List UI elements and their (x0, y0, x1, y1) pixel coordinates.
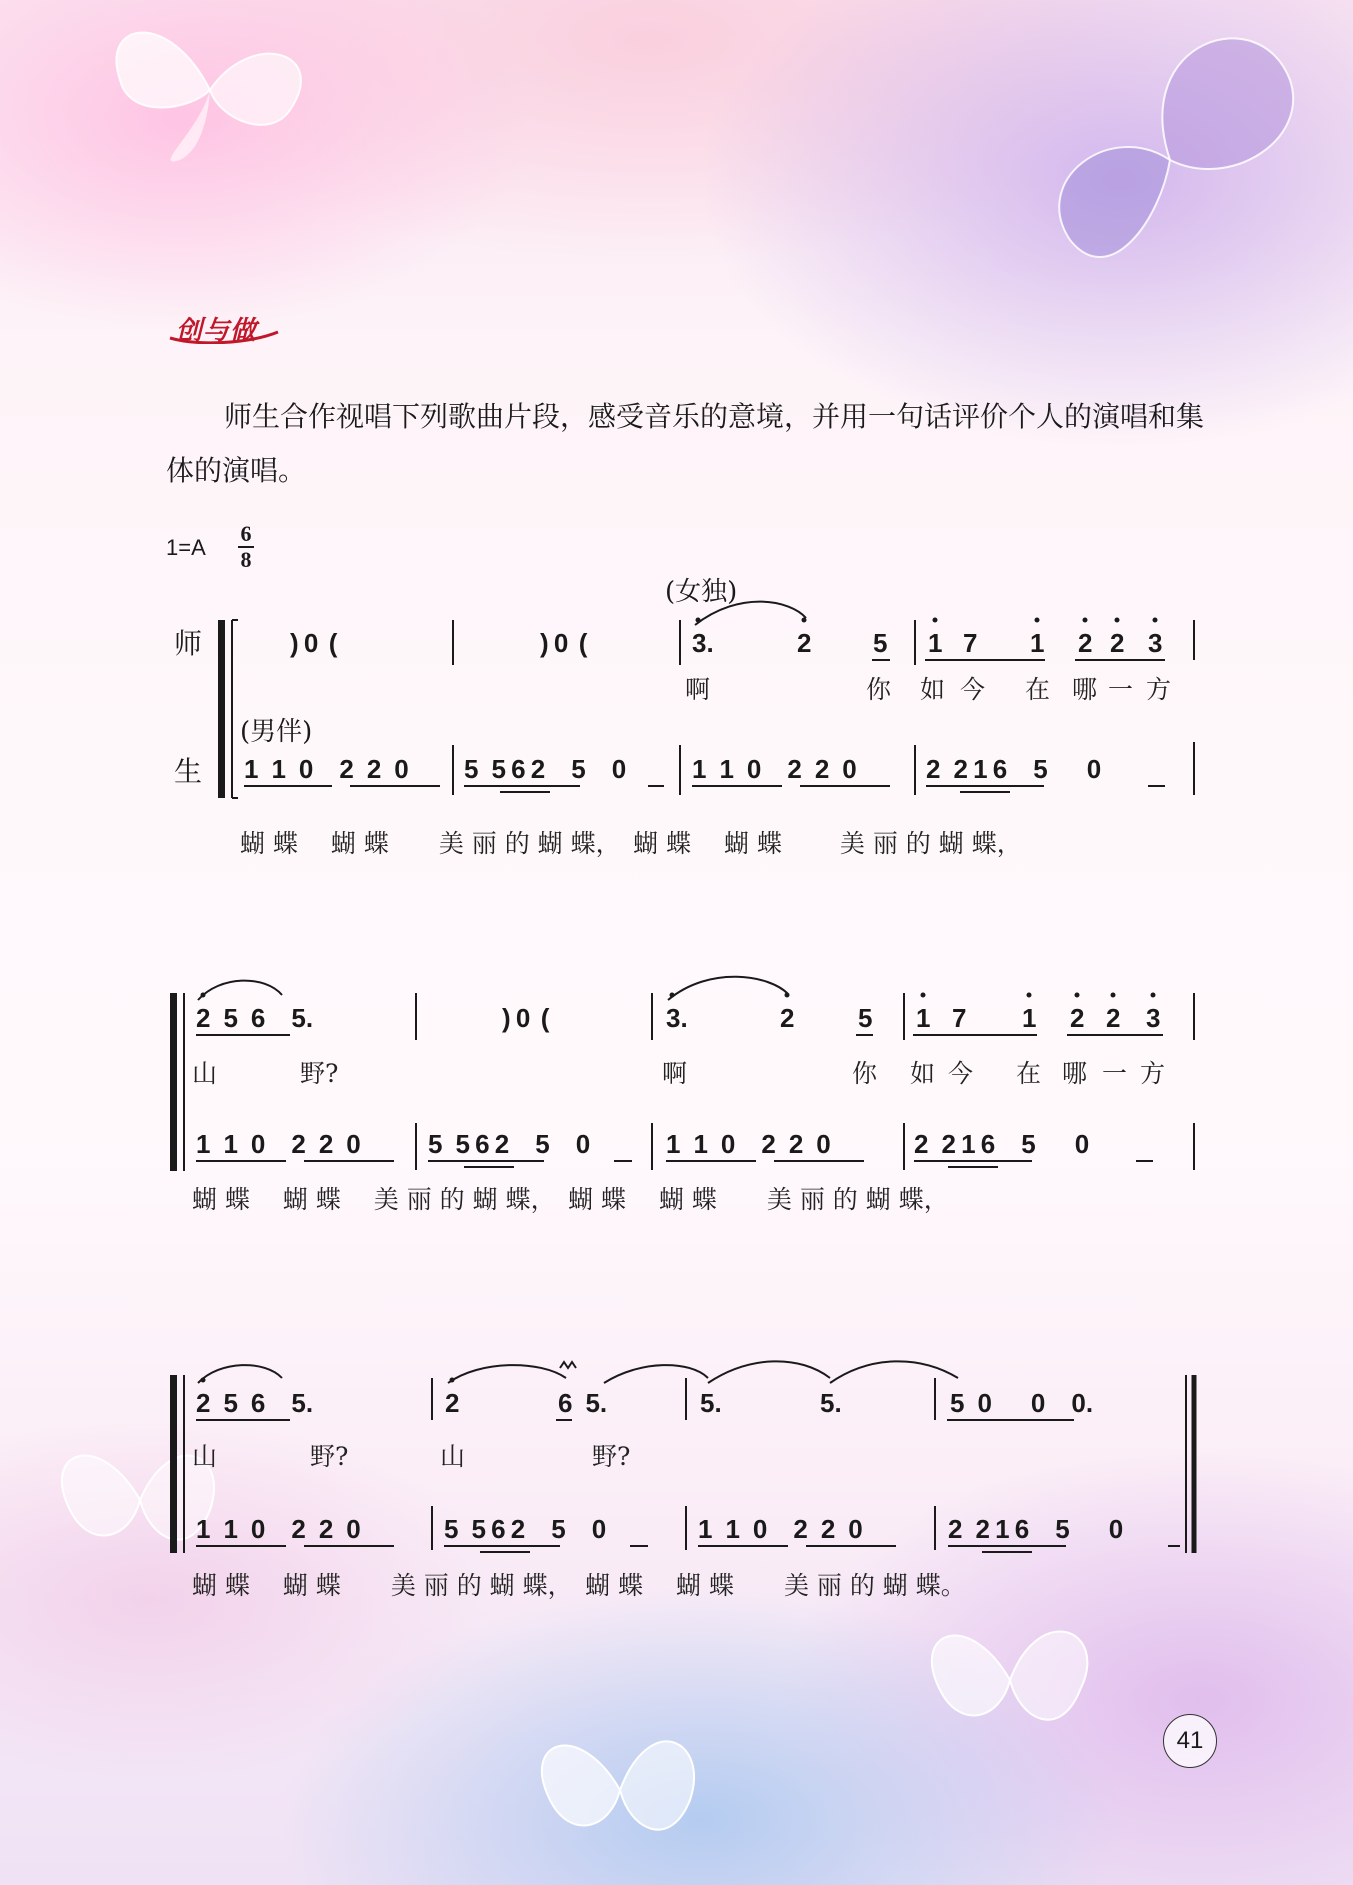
note: 1 (916, 1003, 931, 1033)
row3-lower-notes (196, 1514, 1123, 1544)
page-number: 41 (1163, 1714, 1217, 1768)
row2-upper-lyric: 野? (300, 1059, 339, 1088)
measure-2-rest: ) 0 ( (540, 628, 588, 658)
row2-upper-lyric: 啊 (662, 1059, 688, 1088)
note: 2 2 1 6 5 0 (948, 1514, 1124, 1544)
part-label-student: 生 (174, 755, 203, 788)
note: 5 5 6 2 5 0 (428, 1129, 591, 1159)
row3-lower-beams (196, 1546, 1180, 1552)
row1-upper-lyric: 一 (1108, 675, 1134, 704)
row3-lower-lyrics: 蝴 蝶 蝴 蝶 美 丽 的 蝴 蝶， 蝴 蝶 蝴 蝶 美 丽 的 蝴 蝶。 (192, 1571, 966, 1600)
row1-upper-lyric: 哪 (1072, 675, 1098, 704)
key-label: 1=A (166, 535, 206, 560)
note: 5 5 6 2 5 0 (464, 754, 627, 784)
note: 1 1 0 2 2 0 (666, 1129, 831, 1159)
note: 1 (1022, 1003, 1037, 1033)
note: 2 5 6 5. (196, 1388, 314, 1418)
part-label-teacher: 师 (174, 627, 203, 660)
row1-lower-notes (244, 754, 1101, 784)
row1-upper-lyric: 你 (866, 675, 892, 704)
note: 1 (928, 628, 943, 658)
row2-upper-notes (196, 1003, 1160, 1033)
note: 1 1 0 2 2 0 (196, 1514, 361, 1544)
row2-lower-beams (196, 1161, 1153, 1167)
note: 3 (1148, 628, 1163, 658)
row1-upper-dots (696, 618, 1158, 623)
row2-upper-lyric: 你 (852, 1059, 878, 1088)
measure-1-rest: ) 0 ( (290, 628, 338, 658)
note: 1 1 0 2 2 0 (698, 1514, 863, 1544)
row2-upper-lyric: 如 (910, 1059, 936, 1088)
note: 2 (797, 628, 812, 658)
row2-upper-lyric: 山 (192, 1059, 218, 1088)
note: 2 2 1 6 5 0 (926, 754, 1102, 784)
female-solo-label: (女独) (665, 577, 738, 607)
note: 2 (1070, 1003, 1085, 1033)
row1-upper-lyric: 如 (920, 675, 946, 704)
row1-lower-lyrics: 蝴 蝶 蝴 蝶 美 丽 的 蝴 蝶， 蝴 蝶 蝴 蝶 美 丽 的 蝴 蝶， (240, 829, 1022, 858)
row3-upper-lyric: 山 (440, 1442, 466, 1471)
note: 3. (666, 1003, 688, 1033)
row1-upper-lyric: 在 (1025, 675, 1051, 704)
row3-upper-lyric: 野? (592, 1442, 631, 1471)
note: 2 5 6 5. (196, 1003, 314, 1033)
row1-lower-beams (244, 786, 1165, 792)
note: 5 (858, 1003, 873, 1033)
note: 2 (445, 1388, 460, 1418)
row1-upper-notes (290, 628, 1162, 658)
note: 2 (780, 1003, 795, 1033)
note: 7 (952, 1003, 967, 1033)
instruction-text: 师生合作视唱下列歌曲片段，感受音乐的意境，并用一句话评价个人的演唱和集体的演唱。 (166, 400, 1205, 487)
note: 5 (873, 628, 888, 658)
measure-3-notes: 3. (692, 628, 714, 658)
note: 1 1 0 2 2 0 (244, 754, 409, 784)
row1-upper-lyric: 今 (960, 675, 986, 704)
note: 2 2 1 6 5 0 (914, 1129, 1090, 1159)
note: 1 1 0 2 2 0 (692, 754, 857, 784)
note: 5 0 0 0. (950, 1388, 1094, 1418)
note: 2 (1106, 1003, 1121, 1033)
row1-upper-lyric: 啊 (685, 675, 711, 704)
row3-upper-notes (196, 1388, 1093, 1418)
note: 3 (1146, 1003, 1161, 1033)
note: 5 5 6 2 5 0 (444, 1514, 607, 1544)
row2-lower-lyrics: 蝴 蝶 蝴 蝶 美 丽 的 蝴 蝶， 蝴 蝶 蝴 蝶 美 丽 的 蝴 蝶， (192, 1185, 949, 1214)
row1-upper-lyric: 方 (1146, 675, 1172, 704)
row2-upper-lyric: 哪 (1062, 1059, 1088, 1088)
row2-upper-lyric: 方 (1140, 1059, 1166, 1088)
note: 7 (963, 628, 978, 658)
row2-upper-lyric: 今 (948, 1059, 974, 1088)
section-heading: 创与做 (176, 316, 258, 346)
note: 2 (1078, 628, 1093, 658)
note: 1 (1030, 628, 1045, 658)
note: 1 1 0 2 2 0 (196, 1129, 361, 1159)
note: 2 (1110, 628, 1125, 658)
row3-upper-beams (196, 1361, 1074, 1420)
note: 5. (820, 1388, 842, 1418)
note: ) 0 ( (502, 1003, 550, 1033)
row3-upper-lyric: 野? (310, 1442, 349, 1471)
note: 6 5. (558, 1388, 608, 1418)
row2-upper-lyric: 一 (1102, 1059, 1128, 1088)
time-numerator: 6 (240, 521, 252, 546)
time-denominator: 8 (240, 547, 252, 572)
row3-upper-lyric: 山 (192, 1442, 218, 1471)
note: 5. (700, 1388, 722, 1418)
row2-lower-notes (196, 1129, 1089, 1159)
row2-upper-lyric: 在 (1016, 1059, 1042, 1088)
male-accompany-label: (男伴) (240, 717, 313, 747)
